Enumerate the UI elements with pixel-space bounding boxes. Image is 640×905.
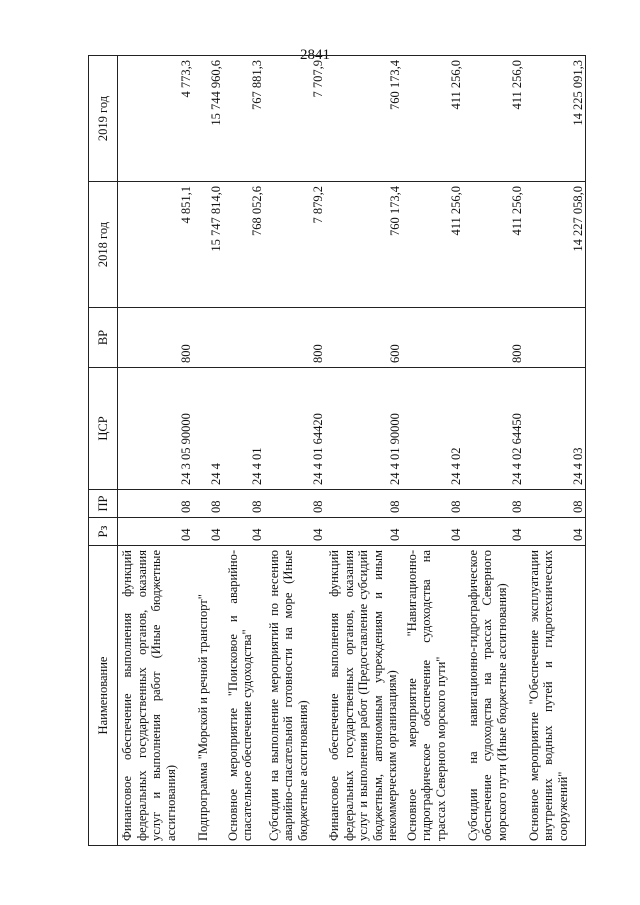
row-name: Основное мероприятие "Обеспечение эксплуатации внутренних водных путей и гидротехнических сооружений" bbox=[525, 546, 586, 846]
column-header-pr: ПР bbox=[89, 490, 118, 518]
row-rz: 04 bbox=[525, 518, 586, 546]
row-2018: 15 747 814,0 bbox=[194, 182, 224, 308]
column-header-vr: ВР bbox=[89, 308, 118, 368]
row-rz: 04 bbox=[118, 518, 194, 546]
row-pr: 08 bbox=[525, 490, 586, 518]
row-2018: 7 879,2 bbox=[265, 182, 326, 308]
row-2019: 15 744 960,6 bbox=[194, 56, 224, 182]
column-header-rz: Рз bbox=[89, 518, 118, 546]
row-rz: 04 bbox=[325, 518, 403, 546]
row-csr: 24 4 03 bbox=[525, 368, 586, 490]
row-2019: 4 773,3 bbox=[118, 56, 194, 182]
row-name: Основное мероприятие "Навигационно-гидрографическое обеспечение судоходства на трассах Северного морского пути" bbox=[403, 546, 464, 846]
row-2019: 767 881,3 bbox=[224, 56, 265, 182]
table-row bbox=[464, 56, 525, 846]
row-csr: 24 4 01 64420 bbox=[265, 368, 326, 490]
row-2018: 411 256,0 bbox=[464, 182, 525, 308]
column-header-name: Наименование bbox=[89, 546, 118, 846]
table-row bbox=[224, 56, 265, 846]
row-pr: 08 bbox=[194, 490, 224, 518]
row-name: Основное мероприятие "Поисковое и аварийно-спасательное обеспечение судоходства" bbox=[224, 546, 265, 846]
row-vr: 800 bbox=[464, 308, 525, 368]
row-csr: 24 4 02 bbox=[403, 368, 464, 490]
row-2018: 768 052,6 bbox=[224, 182, 265, 308]
row-2018: 14 227 058,0 bbox=[525, 182, 586, 308]
row-vr: 800 bbox=[265, 308, 326, 368]
row-name: Субсидии на навигационно-гидрографическое обеспечение судоходства на трассах Северного морского пути (Иные бюджетные ассигнования) bbox=[464, 546, 525, 846]
table-row bbox=[525, 56, 586, 846]
budget-table bbox=[88, 55, 586, 846]
table-header-row bbox=[89, 56, 118, 846]
row-csr: 24 4 01 bbox=[224, 368, 265, 490]
row-name: Подпрограмма "Морской и речной транспорт" bbox=[194, 546, 224, 846]
table-row bbox=[194, 56, 224, 846]
row-vr bbox=[224, 308, 265, 368]
row-2018: 411 256,0 bbox=[403, 182, 464, 308]
row-pr: 08 bbox=[464, 490, 525, 518]
row-2018: 4 851,1 bbox=[118, 182, 194, 308]
row-rz: 04 bbox=[224, 518, 265, 546]
table-row bbox=[118, 56, 194, 846]
column-header-2018: 2018 год bbox=[89, 182, 118, 308]
row-2019: 14 225 091,3 bbox=[525, 56, 586, 182]
row-csr: 24 3 05 90000 bbox=[118, 368, 194, 490]
row-name: Финансовое обеспечение выполнения функций федеральных государственных органов, оказания услуг и выполнения работ (Предоставление субсидий бюджетным, автономным учреждениям и иным некоммерческим организациям) bbox=[325, 546, 403, 846]
row-rz: 04 bbox=[464, 518, 525, 546]
row-2019: 7 707,9 bbox=[265, 56, 326, 182]
row-rz: 04 bbox=[194, 518, 224, 546]
row-pr: 08 bbox=[118, 490, 194, 518]
table-row bbox=[403, 56, 464, 846]
budget-table-container bbox=[88, 56, 586, 846]
page-number: 2841 bbox=[300, 47, 330, 63]
row-pr: 08 bbox=[403, 490, 464, 518]
row-vr: 600 bbox=[325, 308, 403, 368]
row-csr: 24 4 02 64450 bbox=[464, 368, 525, 490]
row-vr bbox=[403, 308, 464, 368]
row-vr bbox=[525, 308, 586, 368]
row-pr: 08 bbox=[224, 490, 265, 518]
row-pr: 08 bbox=[325, 490, 403, 518]
column-header-2019: 2019 год bbox=[89, 56, 118, 182]
row-rz: 04 bbox=[403, 518, 464, 546]
column-header-csr: ЦСР bbox=[89, 368, 118, 490]
row-name: Субсидии на выполнение мероприятий по несению аварийно-спасательной готовности на море (Иные бюджетные ассигнования) bbox=[265, 546, 326, 846]
row-csr: 24 4 bbox=[194, 368, 224, 490]
row-vr bbox=[194, 308, 224, 368]
row-2019: 411 256,0 bbox=[403, 56, 464, 182]
row-2019: 760 173,4 bbox=[325, 56, 403, 182]
row-2018: 760 173,4 bbox=[325, 182, 403, 308]
row-2019: 411 256,0 bbox=[464, 56, 525, 182]
row-pr: 08 bbox=[265, 490, 326, 518]
row-rz: 04 bbox=[265, 518, 326, 546]
row-vr: 800 bbox=[118, 308, 194, 368]
table-row bbox=[325, 56, 403, 846]
table-row bbox=[265, 56, 326, 846]
row-csr: 24 4 01 90000 bbox=[325, 368, 403, 490]
row-name: Финансовое обеспечение выполнения функций федеральных государственных органов, оказания услуг и выполнения работ (Иные бюджетные ассигнования) bbox=[118, 546, 194, 846]
